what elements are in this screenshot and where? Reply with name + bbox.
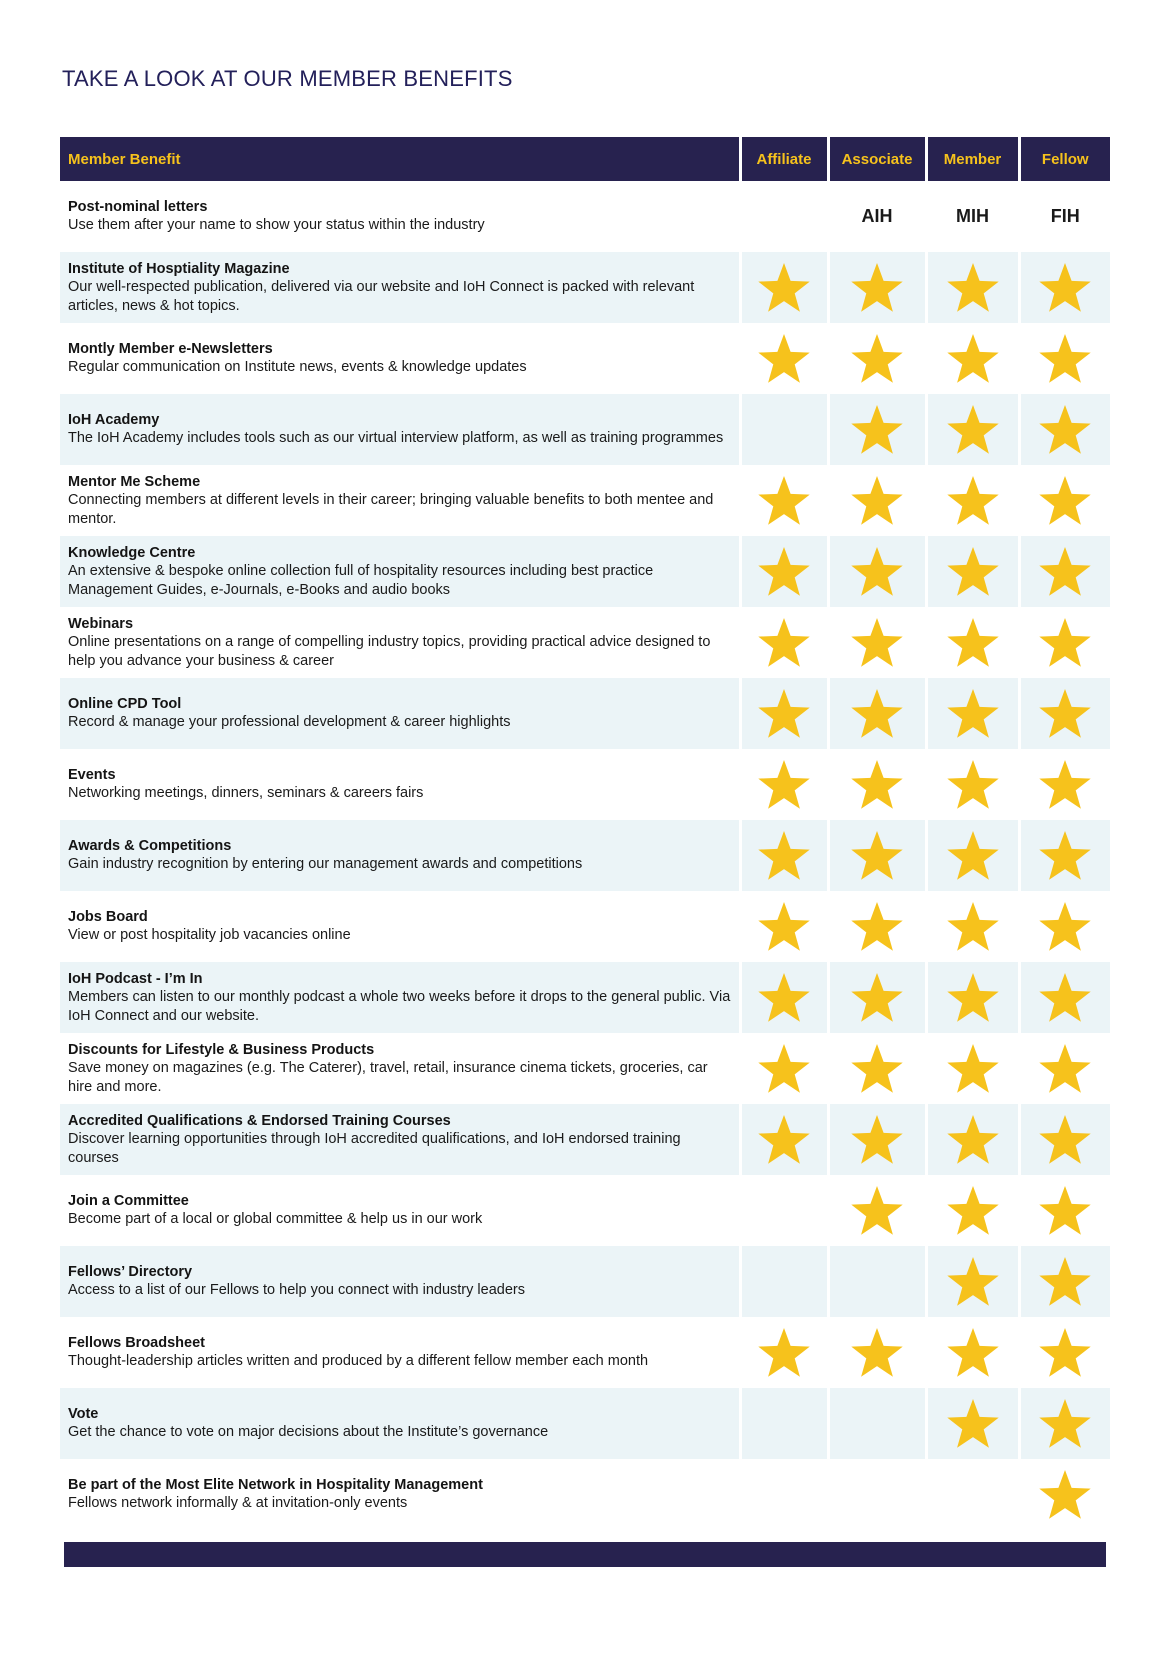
level-cell-affiliate bbox=[740, 820, 828, 891]
level-cell-fellow bbox=[1019, 536, 1110, 607]
benefit-cell bbox=[60, 323, 740, 394]
level-cell-fellow bbox=[1019, 1104, 1110, 1175]
level-cell-fellow bbox=[1019, 323, 1110, 394]
star-icon bbox=[1037, 261, 1093, 315]
level-cell-affiliate bbox=[740, 1104, 828, 1175]
star-icon bbox=[849, 545, 905, 599]
star-icon bbox=[1037, 403, 1093, 457]
star-icon bbox=[756, 261, 812, 315]
star-icon bbox=[1037, 1042, 1093, 1096]
benefit-cell bbox=[60, 181, 740, 252]
benefit-title: IoH Academy bbox=[68, 412, 160, 429]
level-cell-fellow bbox=[1019, 607, 1110, 678]
level-cell-fellow bbox=[1019, 181, 1110, 252]
level-cell-fellow bbox=[1019, 1033, 1110, 1104]
table-row bbox=[60, 1175, 1110, 1246]
star-icon bbox=[756, 1042, 812, 1096]
level-cell-fellow bbox=[1019, 891, 1110, 962]
star-icon bbox=[945, 1042, 1001, 1096]
star-icon bbox=[1037, 900, 1093, 954]
benefit-title: Fellows Broadsheet bbox=[68, 1335, 205, 1352]
level-cell-member bbox=[926, 323, 1019, 394]
level-cell-fellow bbox=[1019, 749, 1110, 820]
level-cell-member bbox=[926, 678, 1019, 749]
table-row bbox=[60, 1246, 1110, 1317]
star-icon bbox=[945, 332, 1001, 386]
level-cell-member bbox=[926, 749, 1019, 820]
benefit-title: Awards & Competitions bbox=[68, 838, 232, 855]
level-cell-fellow bbox=[1019, 394, 1110, 465]
star-icon bbox=[945, 474, 1001, 528]
level-cell-fellow bbox=[1019, 1175, 1110, 1246]
page-title: TAKE A LOOK AT OUR MEMBER BENEFITS bbox=[62, 66, 513, 91]
level-cell-fellow bbox=[1019, 1459, 1110, 1530]
level-cell-fellow bbox=[1019, 820, 1110, 891]
table-row bbox=[60, 1317, 1110, 1388]
level-cell-affiliate bbox=[740, 1459, 828, 1530]
level-cell-fellow bbox=[1019, 962, 1110, 1033]
table-row bbox=[60, 962, 1110, 1033]
star-icon bbox=[756, 900, 812, 954]
benefit-cell bbox=[60, 607, 740, 678]
star-icon bbox=[849, 971, 905, 1025]
benefit-title: Be part of the Most Elite Network in Hospitality Management bbox=[68, 1477, 483, 1494]
star-icon bbox=[945, 829, 1001, 883]
level-cell-affiliate bbox=[740, 536, 828, 607]
table-row bbox=[60, 1104, 1110, 1175]
benefit-description: Regular communication on Institute news, events & knowledge updates bbox=[68, 359, 527, 376]
benefit-title: Knowledge Centre bbox=[68, 545, 196, 561]
star-icon bbox=[849, 403, 905, 457]
benefit-description: Save money on magazines (e.g. The Caterer), travel, retail, insurance cinema tickets, groceries, car hire and more. bbox=[68, 1060, 708, 1095]
level-cell-affiliate bbox=[740, 181, 828, 252]
star-icon bbox=[849, 687, 905, 741]
star-icon bbox=[1037, 758, 1093, 812]
benefit-cell bbox=[60, 678, 740, 749]
benefit-title: Post-nominal letters bbox=[68, 199, 208, 216]
star-icon bbox=[945, 616, 1001, 670]
level-cell-member bbox=[926, 536, 1019, 607]
star-icon bbox=[756, 332, 812, 386]
level-cell-affiliate bbox=[740, 252, 828, 323]
benefit-cell bbox=[60, 536, 740, 607]
level-cell-fellow bbox=[1019, 678, 1110, 749]
star-icon bbox=[945, 403, 1001, 457]
benefit-cell bbox=[60, 1033, 740, 1104]
level-cell-member bbox=[926, 820, 1019, 891]
postnominal-associate: AIH bbox=[861, 206, 893, 226]
benefit-title: Join a Committee bbox=[68, 1193, 189, 1210]
benefit-description: View or post hospitality job vacancies online bbox=[68, 927, 351, 944]
benefit-cell bbox=[60, 394, 740, 465]
benefit-cell bbox=[60, 1104, 740, 1175]
star-icon bbox=[945, 1113, 1001, 1167]
column-header-member: Member bbox=[926, 137, 1019, 181]
footer-bar bbox=[64, 1542, 1106, 1567]
level-cell-affiliate bbox=[740, 1175, 828, 1246]
level-cell-member bbox=[926, 962, 1019, 1033]
benefit-description: Use them after your name to show your status within the industry bbox=[68, 217, 485, 234]
level-cell-associate bbox=[828, 181, 926, 252]
star-icon bbox=[756, 758, 812, 812]
level-cell-associate bbox=[828, 323, 926, 394]
level-cell-member bbox=[926, 607, 1019, 678]
level-cell-fellow bbox=[1019, 1388, 1110, 1459]
benefit-title: Webinars bbox=[68, 616, 134, 632]
level-cell-associate bbox=[828, 891, 926, 962]
star-icon bbox=[945, 687, 1001, 741]
star-icon bbox=[849, 616, 905, 670]
star-icon bbox=[945, 758, 1001, 812]
star-icon bbox=[849, 1184, 905, 1238]
benefit-description: Connecting members at different levels in their career; bringing valuable benefits to both mentee and mentor. bbox=[68, 492, 714, 527]
star-icon bbox=[1037, 1468, 1093, 1522]
level-cell-associate bbox=[828, 1104, 926, 1175]
star-icon bbox=[1037, 474, 1093, 528]
benefit-title: Online CPD Tool bbox=[68, 696, 182, 713]
star-icon bbox=[1037, 1113, 1093, 1167]
benefit-title: Montly Member e-Newsletters bbox=[68, 341, 273, 358]
table-row bbox=[60, 678, 1110, 749]
level-cell-member bbox=[926, 394, 1019, 465]
benefit-description: Online presentations on a range of compelling industry topics, providing practical advice designed to help you advance your business & career bbox=[68, 634, 711, 669]
star-icon bbox=[945, 1255, 1001, 1309]
level-cell-member bbox=[926, 1104, 1019, 1175]
benefit-description: Thought-leadership articles written and produced by a different fellow member each month bbox=[68, 1353, 649, 1370]
star-icon bbox=[849, 474, 905, 528]
level-cell-affiliate bbox=[740, 1388, 828, 1459]
member-benefits-table bbox=[60, 137, 1110, 1530]
benefit-title: Vote bbox=[68, 1406, 99, 1423]
star-icon bbox=[849, 1113, 905, 1167]
star-icon bbox=[756, 545, 812, 599]
benefit-cell bbox=[60, 252, 740, 323]
level-cell-associate bbox=[828, 962, 926, 1033]
star-icon bbox=[756, 1326, 812, 1380]
level-cell-affiliate bbox=[740, 607, 828, 678]
level-cell-affiliate bbox=[740, 323, 828, 394]
table-row bbox=[60, 1033, 1110, 1104]
level-cell-associate bbox=[828, 1246, 926, 1317]
level-cell-affiliate bbox=[740, 891, 828, 962]
table-row bbox=[60, 323, 1110, 394]
benefit-title: Discounts for Lifestyle & Business Products bbox=[68, 1042, 375, 1058]
level-cell-member bbox=[926, 1388, 1019, 1459]
level-cell-associate bbox=[828, 1459, 926, 1530]
level-cell-affiliate bbox=[740, 962, 828, 1033]
benefit-cell bbox=[60, 1459, 740, 1530]
benefit-title: IoH Podcast - I’m In bbox=[68, 971, 203, 987]
level-cell-affiliate bbox=[740, 678, 828, 749]
benefit-title: Events bbox=[68, 767, 116, 784]
level-cell-associate bbox=[828, 465, 926, 536]
table-row bbox=[60, 536, 1110, 607]
benefit-description: Get the chance to vote on major decisions about the Institute’s governance bbox=[68, 1424, 549, 1441]
level-cell-fellow bbox=[1019, 252, 1110, 323]
level-cell-member bbox=[926, 181, 1019, 252]
benefit-rows bbox=[60, 181, 1110, 1530]
level-cell-associate bbox=[828, 678, 926, 749]
benefit-description: The IoH Academy includes tools such as our virtual interview platform, as well as training programmes bbox=[68, 430, 724, 447]
benefit-title: Mentor Me Scheme bbox=[68, 474, 201, 490]
table-row bbox=[60, 252, 1110, 323]
star-icon bbox=[1037, 332, 1093, 386]
star-icon bbox=[945, 1397, 1001, 1451]
star-icon bbox=[849, 900, 905, 954]
table-row bbox=[60, 820, 1110, 891]
benefit-cell bbox=[60, 820, 740, 891]
benefit-description: Become part of a local or global committee & help us in our work bbox=[68, 1211, 483, 1228]
benefit-cell bbox=[60, 1317, 740, 1388]
star-icon bbox=[945, 545, 1001, 599]
level-cell-member bbox=[926, 1033, 1019, 1104]
level-cell-affiliate bbox=[740, 1317, 828, 1388]
table-row bbox=[60, 181, 1110, 252]
star-icon bbox=[1037, 1184, 1093, 1238]
level-cell-fellow bbox=[1019, 1246, 1110, 1317]
star-icon bbox=[849, 829, 905, 883]
star-icon bbox=[756, 616, 812, 670]
level-cell-fellow bbox=[1019, 1317, 1110, 1388]
star-icon bbox=[1037, 1397, 1093, 1451]
benefit-cell bbox=[60, 749, 740, 820]
level-cell-associate bbox=[828, 394, 926, 465]
level-cell-affiliate bbox=[740, 1246, 828, 1317]
level-cell-member bbox=[926, 465, 1019, 536]
benefit-title: Institute of Hosptiality Magazine bbox=[68, 261, 290, 277]
level-cell-affiliate bbox=[740, 749, 828, 820]
benefit-cell bbox=[60, 1388, 740, 1459]
star-icon bbox=[1037, 1326, 1093, 1380]
star-icon bbox=[1037, 829, 1093, 883]
benefit-title: Accredited Qualifications & Endorsed Training Courses bbox=[68, 1113, 451, 1129]
level-cell-associate bbox=[828, 1033, 926, 1104]
star-icon bbox=[1037, 545, 1093, 599]
star-icon bbox=[945, 1326, 1001, 1380]
level-cell-associate bbox=[828, 252, 926, 323]
level-cell-affiliate bbox=[740, 394, 828, 465]
star-icon bbox=[945, 1184, 1001, 1238]
benefit-title: Fellows’ Directory bbox=[68, 1264, 193, 1281]
level-cell-member bbox=[926, 1246, 1019, 1317]
benefit-cell bbox=[60, 1246, 740, 1317]
benefit-cell bbox=[60, 962, 740, 1033]
postnominal-fellow: FIH bbox=[1050, 206, 1080, 226]
star-icon bbox=[1037, 971, 1093, 1025]
table-row bbox=[60, 749, 1110, 820]
benefit-description: Networking meetings, dinners, seminars & careers fairs bbox=[68, 785, 424, 802]
level-cell-associate bbox=[828, 1317, 926, 1388]
level-cell-fellow bbox=[1019, 465, 1110, 536]
benefit-description: Our well-respected publication, delivered via our website and IoH Connect is packed with relevant articles, news & hot topics. bbox=[68, 279, 695, 314]
table-row bbox=[60, 394, 1110, 465]
column-header-associate: Associate bbox=[828, 137, 926, 181]
benefit-cell bbox=[60, 465, 740, 536]
star-icon bbox=[756, 687, 812, 741]
table-row bbox=[60, 891, 1110, 962]
level-cell-affiliate bbox=[740, 1033, 828, 1104]
level-cell-associate bbox=[828, 749, 926, 820]
level-cell-associate bbox=[828, 536, 926, 607]
column-header-fellow: Fellow bbox=[1019, 137, 1110, 181]
benefit-description: Discover learning opportunities through IoH accredited qualifications, and IoH endorsed training courses bbox=[68, 1131, 681, 1166]
star-icon bbox=[849, 758, 905, 812]
benefit-title: Jobs Board bbox=[68, 909, 148, 926]
level-cell-member bbox=[926, 1317, 1019, 1388]
table-row bbox=[60, 465, 1110, 536]
benefit-description: Record & manage your professional development & career highlights bbox=[68, 714, 511, 731]
column-header-affiliate: Affiliate bbox=[740, 137, 828, 181]
benefit-description: Fellows network informally & at invitation-only events bbox=[68, 1495, 408, 1512]
star-icon bbox=[756, 474, 812, 528]
level-cell-member bbox=[926, 252, 1019, 323]
benefit-description: Members can listen to our monthly podcast a whole two weeks before it drops to the general public. Via IoH Connect and our website. bbox=[68, 989, 731, 1024]
level-cell-member bbox=[926, 891, 1019, 962]
benefit-cell bbox=[60, 891, 740, 962]
star-icon bbox=[945, 900, 1001, 954]
star-icon bbox=[756, 829, 812, 883]
star-icon bbox=[849, 1326, 905, 1380]
star-icon bbox=[945, 261, 1001, 315]
table-row bbox=[60, 607, 1110, 678]
level-cell-affiliate bbox=[740, 465, 828, 536]
column-header-benefit: Member Benefit bbox=[60, 137, 740, 181]
level-cell-associate bbox=[828, 607, 926, 678]
star-icon bbox=[849, 261, 905, 315]
star-icon bbox=[849, 1042, 905, 1096]
star-icon bbox=[849, 332, 905, 386]
level-cell-associate bbox=[828, 1175, 926, 1246]
star-icon bbox=[945, 971, 1001, 1025]
table-header-row bbox=[60, 137, 1110, 181]
benefit-description: An extensive & bespoke online collection full of hospitality resources including best practice Management Guides, e-Journals, e-Books and audio books bbox=[68, 563, 654, 598]
benefit-description: Gain industry recognition by entering our management awards and competitions bbox=[68, 856, 583, 873]
star-icon bbox=[756, 1113, 812, 1167]
benefit-cell bbox=[60, 1175, 740, 1246]
star-icon bbox=[1037, 616, 1093, 670]
benefit-description: Access to a list of our Fellows to help you connect with industry leaders bbox=[68, 1282, 525, 1299]
table-row bbox=[60, 1388, 1110, 1459]
level-cell-member bbox=[926, 1175, 1019, 1246]
level-cell-member bbox=[926, 1459, 1019, 1530]
postnominal-member: MIH bbox=[956, 206, 989, 226]
level-cell-associate bbox=[828, 820, 926, 891]
star-icon bbox=[1037, 687, 1093, 741]
table-row bbox=[60, 1459, 1110, 1530]
star-icon bbox=[756, 971, 812, 1025]
star-icon bbox=[1037, 1255, 1093, 1309]
level-cell-associate bbox=[828, 1388, 926, 1459]
